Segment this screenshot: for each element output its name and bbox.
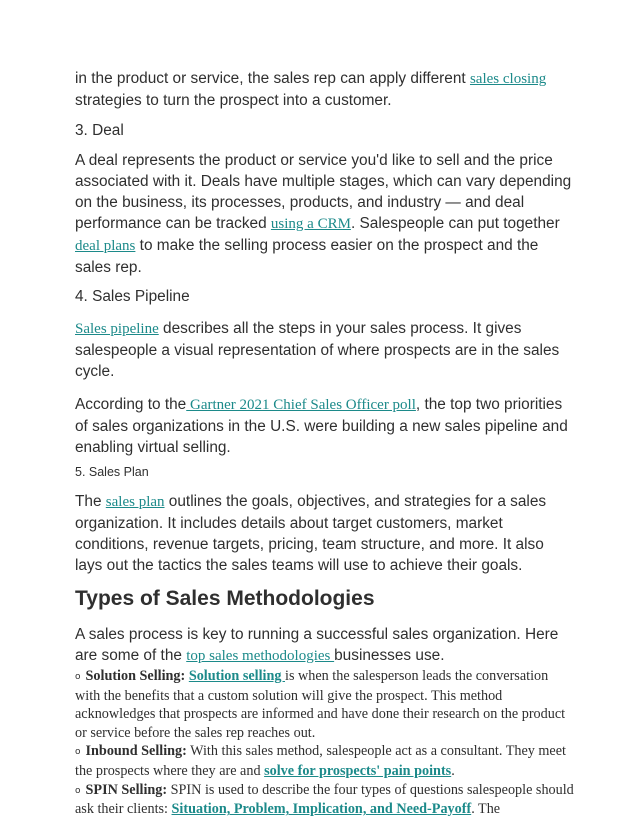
paragraph-text: businesses use. bbox=[334, 647, 445, 664]
bullet-text: SPIN is used to describe the four types of questions salespeople should ask their clients: bbox=[75, 781, 574, 818]
paragraph-text: According to the bbox=[75, 396, 187, 413]
bullet-title: SPIN Selling: bbox=[85, 781, 168, 798]
heading-sales-plan: 5. Sales Plan bbox=[75, 465, 149, 479]
bullet-marker: o bbox=[75, 785, 81, 796]
paragraph-gartner bbox=[75, 394, 575, 458]
link-top-sales-methodologies[interactable]: top sales methodologies bbox=[186, 648, 335, 664]
bullet-text: With this sales method, salespeople act as a consultant. They meet the prospects where they are and bbox=[75, 743, 566, 779]
link-deal-plans[interactable]: deal plans bbox=[75, 238, 136, 254]
paragraph-text: . Salespeople can put together bbox=[350, 215, 560, 232]
paragraph-text: A deal represents the product or service you'd like to sell and the price associated with it. Deals have multiple stages, which can vary depending on the business, its processes, products, and industry — and deal performance can be tracked bbox=[75, 152, 572, 232]
paragraph-closing bbox=[75, 68, 575, 111]
link-solution-selling[interactable]: Solution selling bbox=[188, 668, 286, 684]
paragraph-sales-plan bbox=[75, 491, 575, 576]
paragraph-pipeline bbox=[75, 318, 575, 382]
bullet-marker: o bbox=[75, 747, 81, 758]
heading-sales-pipeline: 4. Sales Pipeline bbox=[75, 288, 190, 305]
paragraph-text: The bbox=[75, 493, 106, 510]
list-item-solution-selling bbox=[75, 667, 575, 742]
bullet-marker: o bbox=[75, 672, 81, 682]
paragraph-text: describes all the steps in your sales process. It gives salespeople a visual representation of where prospects are in the sales cycle. bbox=[75, 320, 560, 380]
link-sales-plan[interactable]: sales plan bbox=[105, 494, 165, 510]
link-using-a-crm[interactable]: using a CRM bbox=[270, 216, 351, 232]
paragraph-text: , the top two priorities of sales organizations in the U.S. were building a new sales pipeline and enabling virtual selling. bbox=[75, 396, 568, 456]
bullet-text: . bbox=[451, 762, 455, 779]
list-item-inbound-selling bbox=[75, 742, 575, 780]
document-page bbox=[75, 68, 575, 819]
paragraph-text: outlines the goals, objectives, and strategies for a sales organization. It includes details about target customers, market conditions, revenue targets, pricing, team structure, and more. It also lays out the tactics the sales teams will use to achieve their goals. bbox=[75, 493, 547, 574]
bullet-title: Solution Selling: bbox=[85, 668, 186, 684]
bullet-text: . The bbox=[471, 801, 501, 818]
paragraph-text: strategies to turn the prospect into a customer. bbox=[75, 92, 392, 109]
link-gartner-poll[interactable]: Gartner 2021 Chief Sales Officer poll bbox=[186, 397, 416, 413]
heading-types-of-sales-methodologies: Types of Sales Methodologies bbox=[75, 587, 375, 610]
link-spin-questions[interactable]: Situation, Problem, Implication, and Need-Payoff bbox=[171, 801, 472, 818]
paragraph-text: in the product or service, the sales rep can apply different bbox=[75, 70, 470, 87]
paragraph-types bbox=[75, 624, 575, 667]
link-solve-for-prospects-pain-points[interactable]: solve for prospects' pain points bbox=[264, 762, 452, 779]
paragraph-text: to make the selling process easier on the prospect and the sales rep. bbox=[75, 237, 539, 276]
bullet-text: is when the salesperson leads the conversation with the benefits that a custom solution will give the prospect. This method acknowledges that prospects are informed and have done their research on the product or service before the sales rep reaches out. bbox=[75, 668, 566, 741]
bullet-title: Inbound Selling: bbox=[85, 743, 187, 760]
heading-deal: 3. Deal bbox=[75, 122, 124, 139]
paragraph-deal bbox=[75, 150, 575, 278]
link-sales-closing[interactable]: sales closing bbox=[469, 71, 547, 87]
paragraph-text: A sales process is key to running a successful sales organization. Here are some of the bbox=[75, 626, 559, 664]
link-sales-pipeline[interactable]: Sales pipeline bbox=[75, 321, 159, 337]
list-item-spin-selling bbox=[75, 781, 575, 819]
